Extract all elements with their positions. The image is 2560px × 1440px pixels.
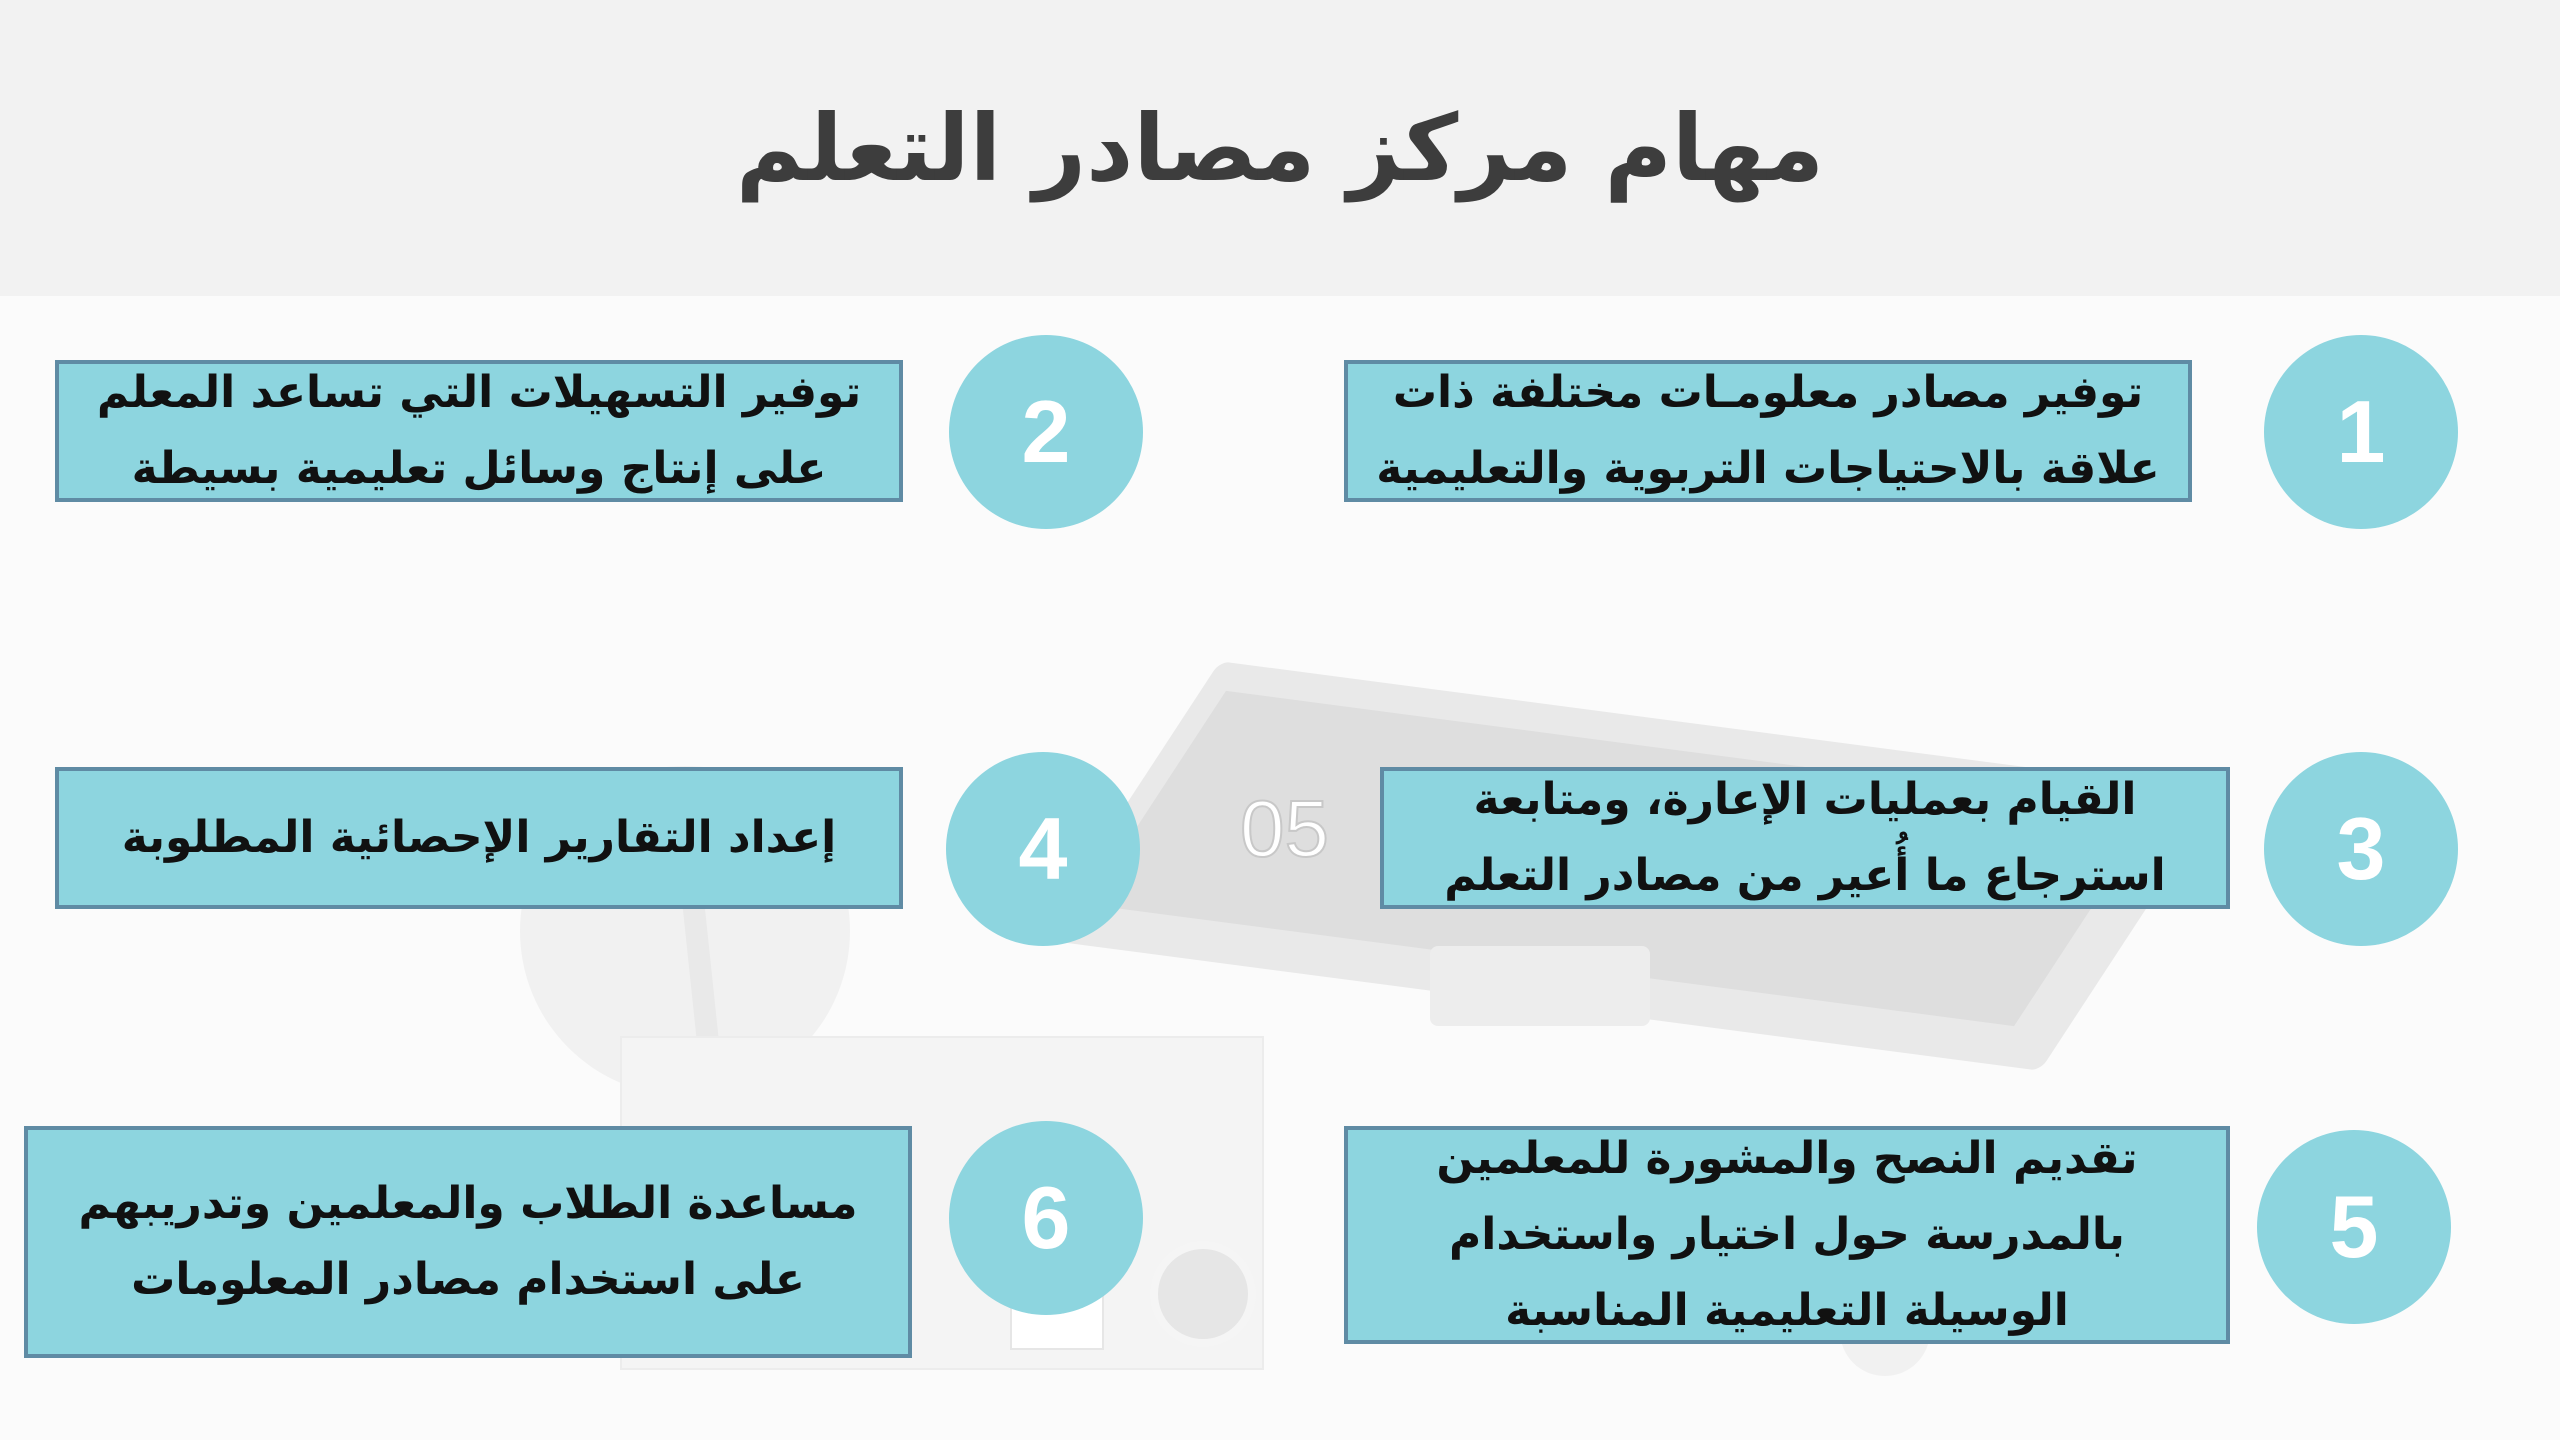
cup-shape <box>1150 1241 1256 1347</box>
number-circle-4: 4 <box>946 752 1140 946</box>
slide-number: 05 <box>1240 784 1329 873</box>
item-box-5: تقديم النصح والمشورة للمعلمين بالمدرسة حول اختيار واستخدام الوسيلة التعليمية المناسبة <box>1344 1126 2230 1344</box>
item-box-2: توفير التسهيلات التي تساعد المعلم على إنتاج وسائل تعليمية بسيطة <box>55 360 903 502</box>
number-circle-5: 5 <box>2257 1130 2451 1324</box>
number-circle-6: 6 <box>949 1121 1143 1315</box>
monitor-stand-shape <box>1430 946 1650 1026</box>
number-circle-3: 3 <box>2264 752 2458 946</box>
item-box-3: القيام بعمليات الإعارة، ومتابعة استرجاع ما أُعير من مصادر التعلم <box>1380 767 2230 909</box>
number-circle-1: 1 <box>2264 335 2458 529</box>
number-circle-2: 2 <box>949 335 1143 529</box>
item-box-6: مساعدة الطلاب والمعلمين وتدريبهم على استخدام مصادر المعلومات <box>24 1126 912 1358</box>
slide-title: مهام مركز مصادر التعلم <box>735 94 1825 202</box>
item-box-1: توفير مصادر معلومـات مختلفة ذات علاقة بالاحتياجات التربوية والتعليمية <box>1344 360 2192 502</box>
item-box-4: إعداد التقارير الإحصائية المطلوبة <box>55 767 903 909</box>
